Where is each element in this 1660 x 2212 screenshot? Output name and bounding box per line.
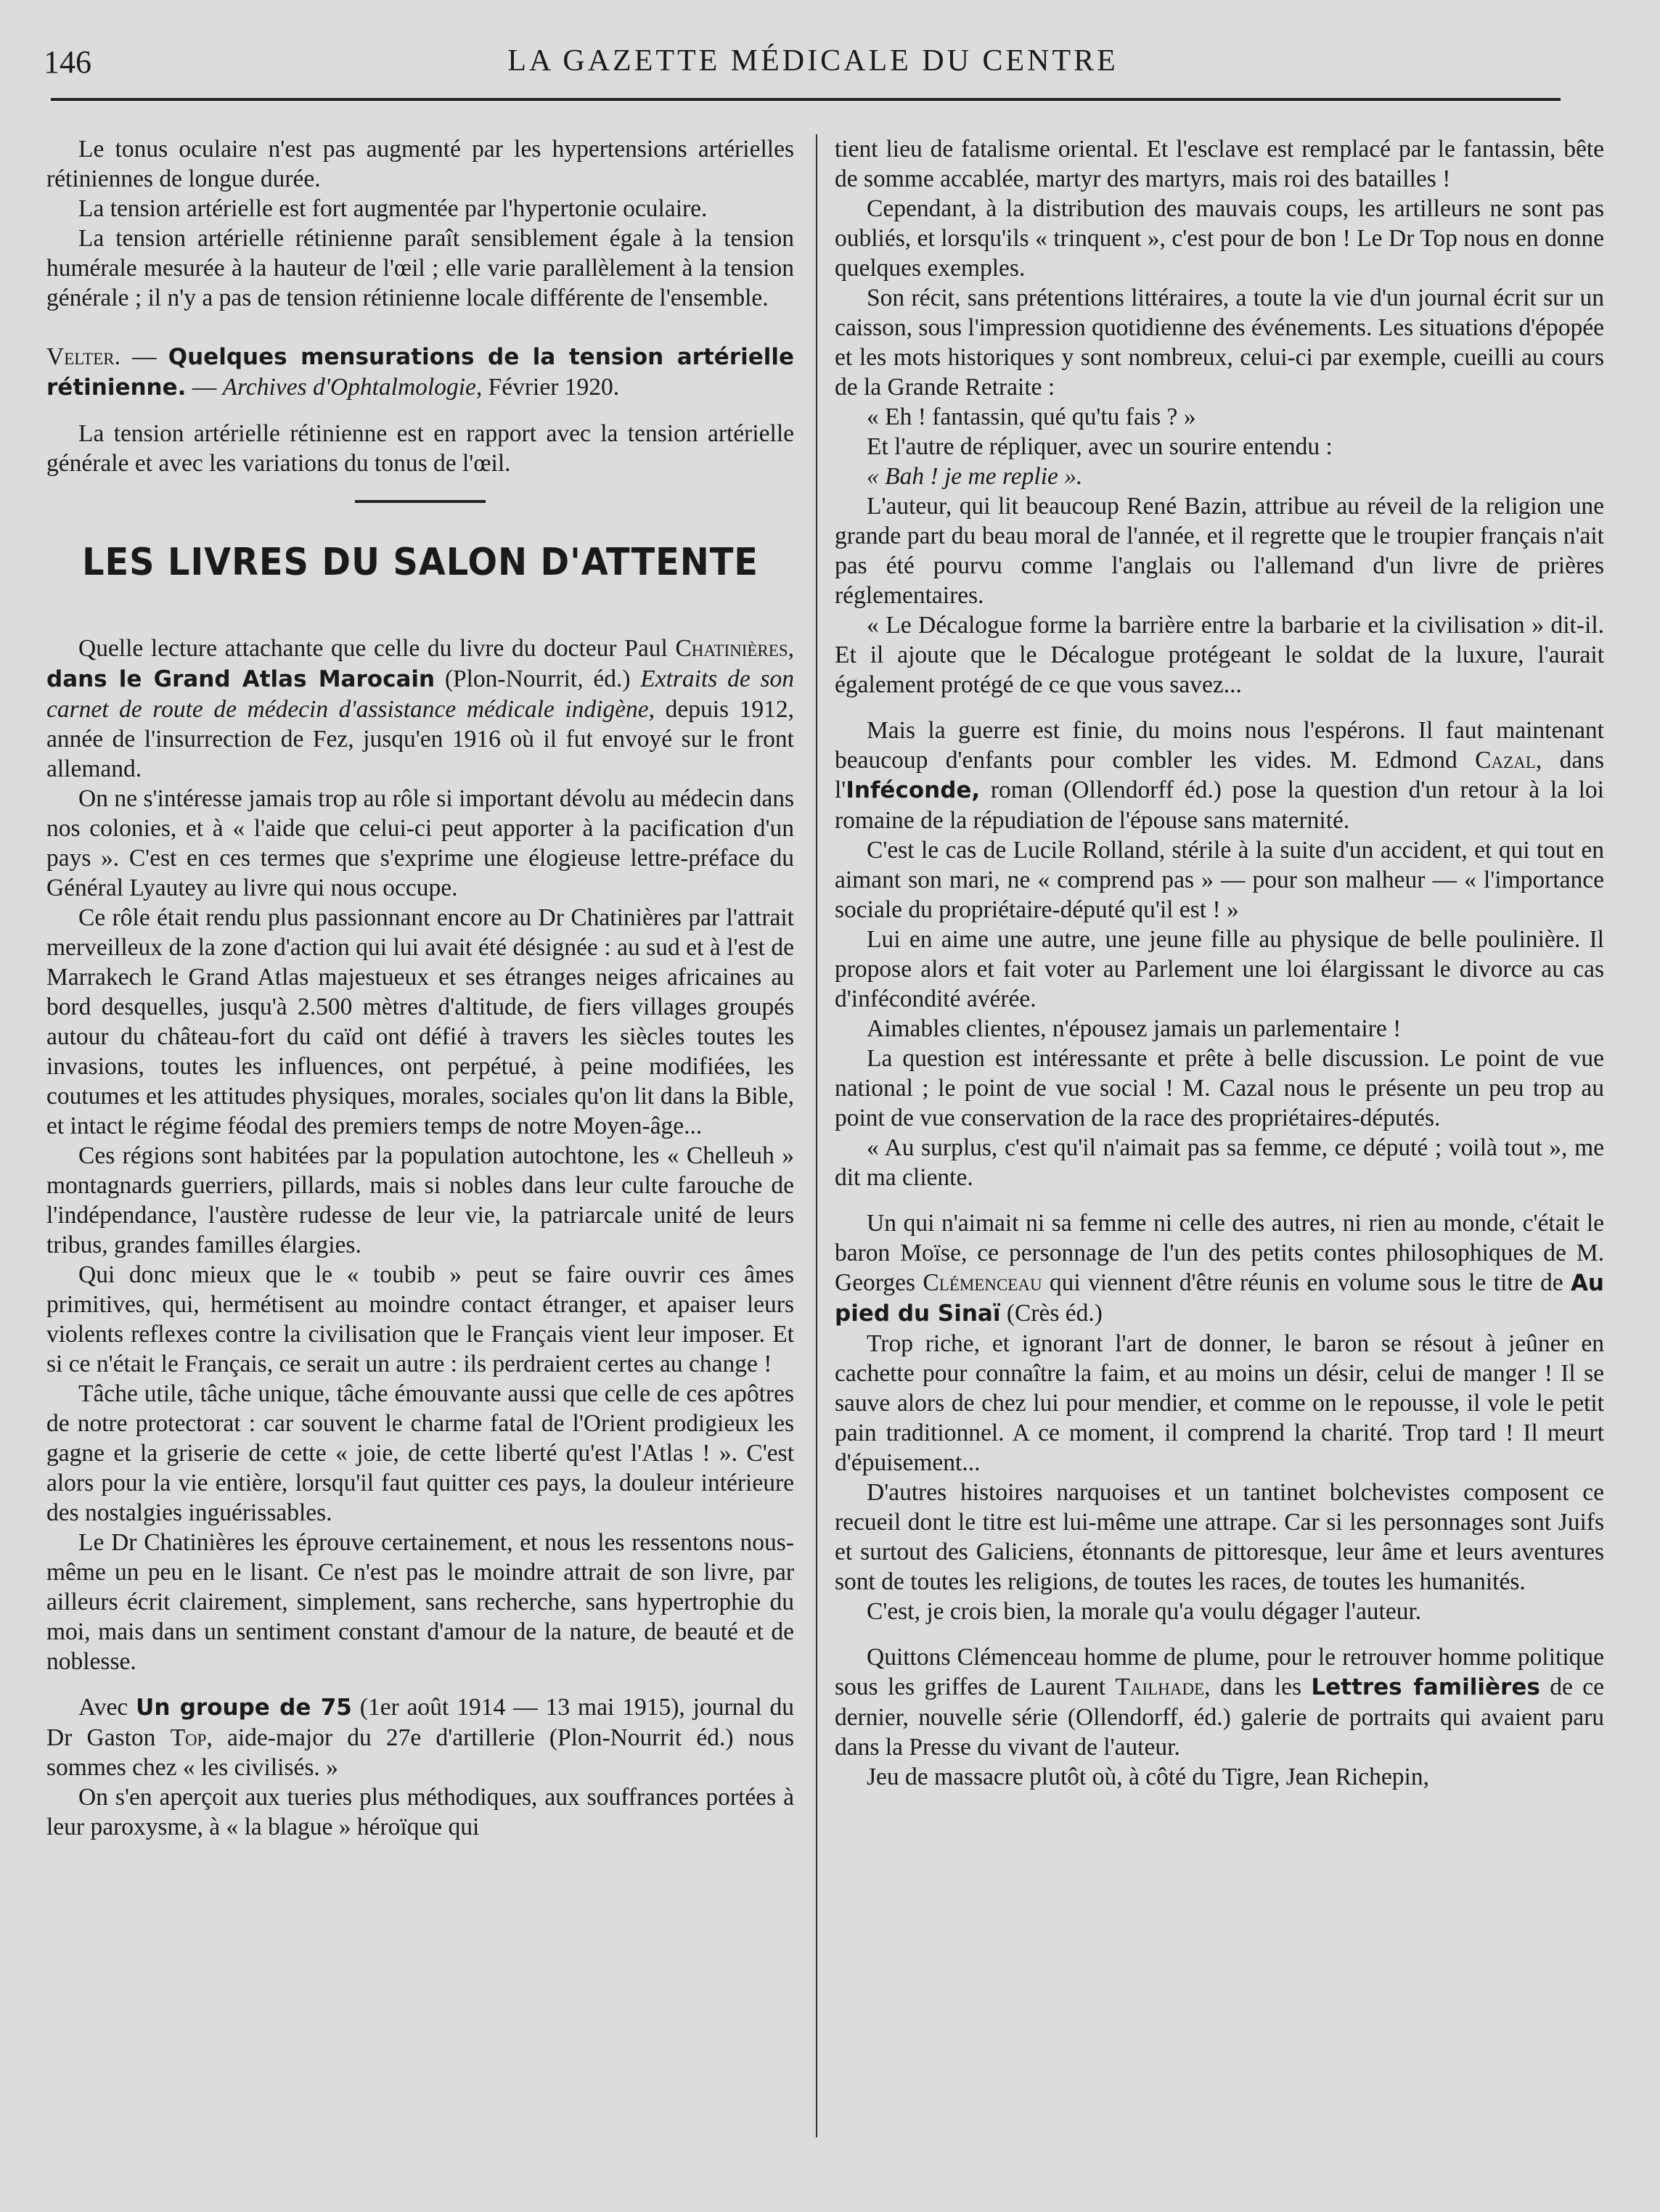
quote: « Bah ! je me replie ». bbox=[867, 463, 1083, 490]
left-column bbox=[46, 134, 794, 1842]
paragraph: Aimables clientes, n'épousez jamais un parlementaire ! bbox=[867, 1015, 1402, 1042]
paragraph: C'est, je crois bien, la morale qu'a voulu dégager l'auteur. bbox=[867, 1598, 1422, 1625]
book-title: Inféconde, bbox=[846, 777, 981, 803]
paragraph: Le Dr Chatinières les éprouve certainement, et nous les ressentons nous-même un peu en le lisant. Ce n'est pas le moindre attrait de son livre, par ailleurs écrit clairement, simplement, sans recherche, sans hypertrophie du moi, mais dans un sentiment constant d'amour de la nature, de beauté et de noblesse. bbox=[46, 1529, 794, 1675]
book-title: dans le Grand Atlas Marocain bbox=[46, 666, 436, 692]
paragraph: « Le Décalogue forme la barrière entre la barbarie et la civilisation » dit-il. Et il ajoute que le Décalogue protégeant le soldat de la luxure, l'aurait également protégé de ce que vous savez... bbox=[835, 612, 1604, 698]
paragraph: « Eh ! fantassin, qué qu'tu fais ? » bbox=[867, 404, 1196, 430]
paragraph: Ce rôle était rendu plus passionnant encore au Dr Chatinières par l'attrait merveilleux de la zone d'action qui lui avait été désignée : au sud et à l'est de Marrakech le Grand Atlas majestueux et ses étranges neiges africaines au bord desquelles, jusqu'à 2.500 mètres d'altitude, de fiers villages groupés autour du château-fort du caïd ont défié à travers les siècles toutes les invasions, toutes les influences, ont perpétué, à peine modifiées, les coutumes et les attitudes physiques, morales, sociales qu'on lit dans la Bible, et intact le régime féodal des premiers temps de notre Moyen-âge... bbox=[46, 904, 794, 1139]
paragraph: La tension artérielle rétinienne est en rapport avec la tension artérielle générale et avec les variations du tonus de l'œil. bbox=[46, 420, 794, 477]
book-title: Lettres familières bbox=[1311, 1674, 1540, 1700]
column-divider bbox=[816, 134, 817, 2137]
ref-title: Quelques mensurations de la tension artérielle rétinienne. bbox=[46, 344, 795, 401]
paragraph: Quelle lecture attachante que celle du livre du docteur Paul Chatinières, dans le Grand Atlas Marocain (Plon-Nourrit, éd.) Extraits de son carnet de route de médecin d'assistance médicale indigène, depuis 1912, année de l'insurrection de Fez, jusqu'en 1916 où il fut envoyé sur le front allemand. bbox=[46, 635, 795, 782]
paragraph: Son récit, sans prétentions littéraires, a toute la vie d'un journal écrit sur un caisson, sous l'impression quotidienne des événements. Les situations d'épopée et les mots historiques y sont nombreux, celui-ci par exemple, cueilli au cours de la Grande Retraite : bbox=[835, 284, 1604, 401]
book-title: Un groupe de 75 bbox=[136, 1695, 352, 1721]
paragraph: Jeu de massacre plutôt où, à côté du Tigre, Jean Richepin, bbox=[867, 1764, 1429, 1790]
paragraph: Avec Un groupe de 75 (1er août 1914 — 13 mai 1915), journal du Dr Gaston Top, aide-major du 27e d'artillerie (Plon-Nourrit éd.) nous sommes chez « les civilisés. » bbox=[46, 1694, 795, 1781]
right-column bbox=[835, 134, 1604, 1792]
paragraph: C'est le cas de Lucile Rolland, stérile à la suite d'un accident, et qui tout en aimant son mari, ne « comprend pas » — pour son malheur — « l'importance sociale du propriétaire-député qu'il est ! » bbox=[835, 837, 1604, 923]
ref-date: Février 1920. bbox=[482, 374, 620, 401]
paragraph: La question est intéressante et prête à belle discussion. Le point de vue national ; le point de vue social ! M. Cazal nous le présente un peu trop au point de vue conservation de la race des propriétaires-députés. bbox=[835, 1045, 1604, 1131]
bibliographic-reference: Velter. — Quelques mensurations de la tension artérielle rétinienne. — Archives d'Ophtalmologie, Février 1920. bbox=[46, 343, 795, 401]
paragraph: On s'en aperçoit aux tueries plus méthodiques, aux souffrances portées à leur paroxysme, à « la blague » héroïque qui bbox=[46, 1784, 794, 1840]
paragraph: Lui en aime une autre, une jeune fille au physique de belle poulinière. Il propose alors et fait voter au Parlement une loi élargissant le divorce au cas d'infécondité avérée. bbox=[835, 926, 1604, 1012]
paragraph: Le tonus oculaire n'est pas augmenté par les hypertensions artérielles rétiniennes de longue durée. bbox=[46, 136, 794, 192]
book-author: Tailhade, bbox=[1115, 1674, 1211, 1700]
paragraph: La tension artérielle rétinienne paraît sensiblement égale à la tension humérale mesurée à la hauteur de l'œil ; elle varie parallèlement à la tension générale ; il n'y a pas de tension rétinienne locale différente de l'ensemble. bbox=[46, 225, 794, 311]
book-author: Top, bbox=[170, 1724, 213, 1751]
section-title: LES LIVRES DU SALON D'ATTENTE bbox=[82, 541, 759, 584]
paragraph: tient lieu de fatalisme oriental. Et l'esclave est remplacé par le fantassin, bête de somme accablée, martyr des martyrs, mais roi des batailles ! bbox=[835, 136, 1604, 192]
running-title: LA GAZETTE MÉDICALE DU CENTRE bbox=[507, 44, 1119, 78]
book-author: Chatinières, bbox=[675, 635, 794, 662]
paragraph: Tâche utile, tâche unique, tâche émouvante aussi que celle de ces apôtres de notre protectorat : car souvent le charme fatal de l'Orient prodigieux les gagne et la griserie de cette « joie, de cette liberté qu'est l'Atlas ! ». C'est alors pour la vie entière, lorsqu'il faut quitter ces pays, la douleur intérieure des nostalgies inguérissables. bbox=[46, 1380, 794, 1526]
page-header bbox=[29, 44, 1597, 87]
header-rule bbox=[51, 98, 1561, 101]
section-rule bbox=[355, 500, 486, 503]
paragraph: Et l'autre de répliquer, avec un sourire entendu : bbox=[867, 433, 1333, 460]
paragraph: Qui donc mieux que le « toubib » peut se faire ouvrir ces âmes primitives, qui, hermétisent au moindre contact étranger, et apaiser leurs violents reflexes contre la civilisation que le Français vient leur imposer. Et si ce n'était le Français, ce serait un autre : ils perdraient certes au change ! bbox=[46, 1261, 794, 1377]
paragraph: Ces régions sont habitées par la population autochtone, les « Chelleuh » montagnards guerriers, pillards, mais si nobles dans leur culte farouche de l'indépendance, l'austère rudesse de leur vie, la patriarcale unité de leurs tribus, grandes familles élargies. bbox=[46, 1142, 794, 1258]
book-author: Cazal, bbox=[1475, 747, 1542, 774]
book-title: Au pied du Sinaï bbox=[835, 1270, 1604, 1327]
paragraph: D'autres histoires narquoises et un tantinet bolchevistes composent ce recueil dont le titre est lui-même une attrape. Car si les personnages sont Juifs et surtout des Galiciens, étonnants de pittoresque, leur âme et leurs aventures sont de toutes les religions, de toutes les races, de toutes les humanités. bbox=[835, 1479, 1604, 1595]
paragraph: Trop riche, et ignorant l'art de donner, le baron se résout à jeûner en cachette pour connaître la faim, et au moins un désir, celui de manger ! Il se sauve alors de chez lui pour mendier, et comme on le repousse, il vole le petit pain traditionnel. A ce moment, il comprend la charité. Trop tard ! Il meurt d'épuisement... bbox=[835, 1330, 1604, 1476]
paragraph: « Au surplus, c'est qu'il n'aimait pas sa femme, ce député ; voilà tout », me dit ma cliente. bbox=[835, 1134, 1604, 1191]
paragraph: La tension artérielle est fort augmentée par l'hypertonie oculaire. bbox=[78, 195, 708, 222]
page-number: 146 bbox=[44, 44, 91, 80]
paragraph: Quittons Clémenceau homme de plume, pour le retrouver homme politique sous les griffes de Laurent Tailhade, dans les Lettres familières de ce dernier, nouvelle série (Ollendorff, éd.) galerie de portraits qui avaient paru dans la Presse du vivant de l'auteur. bbox=[835, 1644, 1604, 1761]
book-author: Clémenceau bbox=[923, 1269, 1042, 1296]
paragraph: Mais la guerre est finie, du moins nous l'espérons. Il faut maintenant beaucoup d'enfants pour combler les vides. M. Edmond Cazal, dans l'Inféconde, roman (Ollendorff éd.) pose la question d'un retour à la loi romaine de la répudiation de l'épouse sans maternité. bbox=[835, 717, 1604, 834]
paragraph: Un qui n'aimait ni sa femme ni celle des autres, ni rien au monde, c'était le baron Moïse, ce personnage de l'un des petits contes philosophiques de M. Georges Clémenceau qui viennent d'être réunis en volume sous le titre de Au pied du Sinaï (Crès éd.) bbox=[835, 1210, 1604, 1327]
ref-journal: Archives d'Ophtalmologie, bbox=[222, 374, 483, 401]
paragraph: L'auteur, qui lit beaucoup René Bazin, attribue au réveil de la religion une grande part du beau moral de l'année, et il regrette que le troupier français n'ait pas été pourvu comme l'anglais ou l'allemand d'un livre de prières réglementaires. bbox=[835, 493, 1604, 609]
ref-author: Velter. bbox=[46, 343, 120, 370]
paragraph: On ne s'intéresse jamais trop au rôle si important dévolu au médecin dans nos colonies, et à « l'aide que celui-ci peut apporter à la pacification d'un pays ». C'est en ces termes que s'exprime une élogieuse lettre-préface du Général Lyautey au livre qui nous occupe. bbox=[46, 785, 794, 901]
paragraph: Cependant, à la distribution des mauvais coups, les artilleurs ne sont pas oubliés, et lorsqu'ils « trinquent », c'est pour de bon ! Le Dr Top nous en donne quelques exemples. bbox=[835, 195, 1604, 282]
